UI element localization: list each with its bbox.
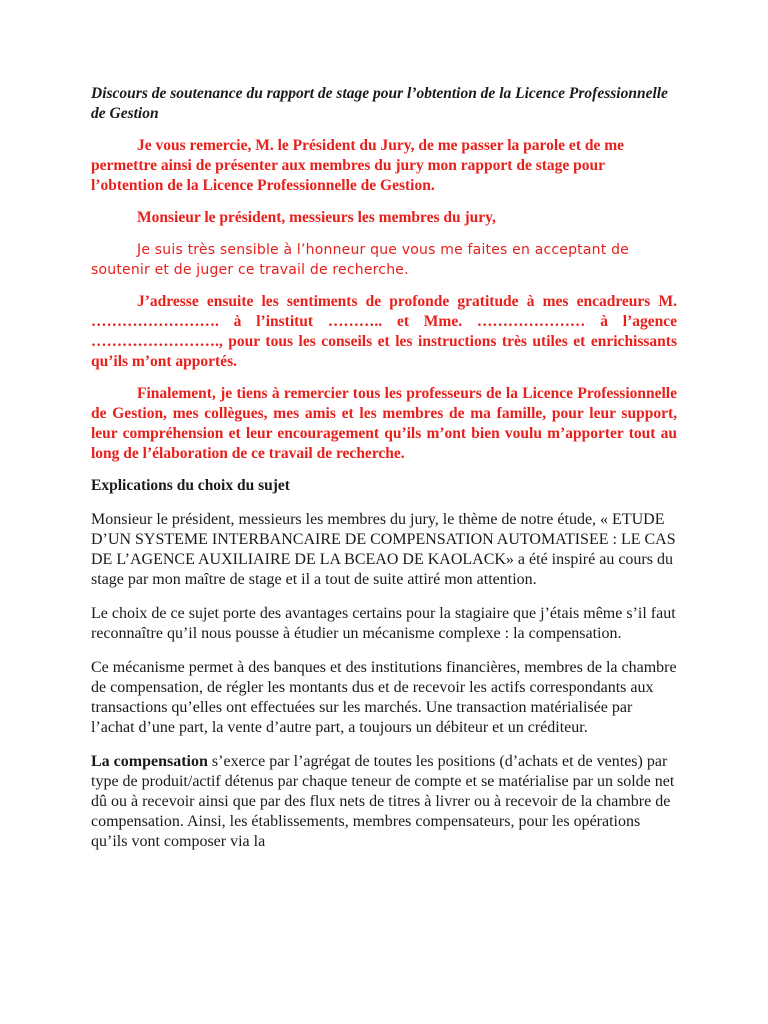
greeting-paragraph: Monsieur le président, messieurs les membres du jury, (137, 209, 496, 226)
honor-paragraph: Je suis très sensible à l’honneur que vous me faites en acceptant de soutenir et de juger ce travail de recherche. (91, 242, 629, 278)
compensation-bold-lead: La compensation (91, 753, 208, 770)
thanks-paragraph: Je vous remercie, M. le Président du Jury, de me passer la parole et de me permettre ainsi de présenter aux membres du jury mon rapport de stage pour l’obtention de la Licence Professionnelle de Gestion. (91, 137, 625, 194)
compensation-text: s’exerce par l’agrégat de toutes les positions (d’achats et de ventes) par type de produit/actif détenus par chaque teneur de compte et se matérialise par un solde net dû ou à recevoir ainsi que par des flux nets de titres à livrer ou à recevoir de la chambre de compensation. Ainsi, les établissements, membres compensateurs, pour les opérations qu’ils vont composer via la (91, 753, 675, 850)
document-page (91, 84, 677, 866)
body-paragraph-mechanism: Ce mécanisme permet à des banques et des institutions financières, membres de la chambre de compensation, de régler les montants dus et de recevoir les actifs correspondants aux transactions qu’elles ont effectuées sur les marchés. Une transaction matérialisée par l’achat d’une part, la vente d’autre part, a toujours un débiteur et un créditeur. (91, 659, 677, 736)
body-paragraph-compensation (91, 752, 677, 852)
final-thanks-paragraph: Finalement, je tiens à remercier tous les professeurs de la Licence Professionnelle de Gestion, mes collègues, mes amis et les membres de ma famille, pour leur support, leur compréhension et leur encouragement qu’ils m’ont bien voulu m’apporter tout au long de l’élaboration de ce travail de recherche. (91, 385, 677, 462)
document-title: Discours de soutenance du rapport de stage pour l’obtention de la Licence Professionnelle de Gestion (91, 85, 668, 122)
body-paragraph-theme: Monsieur le président, messieurs les membres du jury, le thème de notre étude, « ETUDE D’UN SYSTEME INTERBANCAIRE DE COMPENSATION AUTOMATISEE : LE CAS DE L’AGENCE AUXILIAIRE DE LA BCEAO DE KAOLACK» a été inspiré au cours du stage par mon maître de stage et il a tout de suite attiré mon attention. (91, 511, 676, 588)
section-heading: Explications du choix du sujet (91, 477, 290, 494)
body-paragraph-choice: Le choix de ce sujet porte des avantages certains pour la stagiaire que j’étais même s’il faut reconnaître qu’il nous pousse à étudier un mécanisme complexe : la compensation. (91, 605, 676, 642)
gratitude-paragraph: J’adresse ensuite les sentiments de profonde gratitude à mes encadreurs M. ……………………. à l’institut ……….. et Mme. ………………… à l’agence ……………………., pour tous les conseils et les instructions très utiles et enrichissants qu’ils m’ont apportés. (91, 293, 677, 370)
